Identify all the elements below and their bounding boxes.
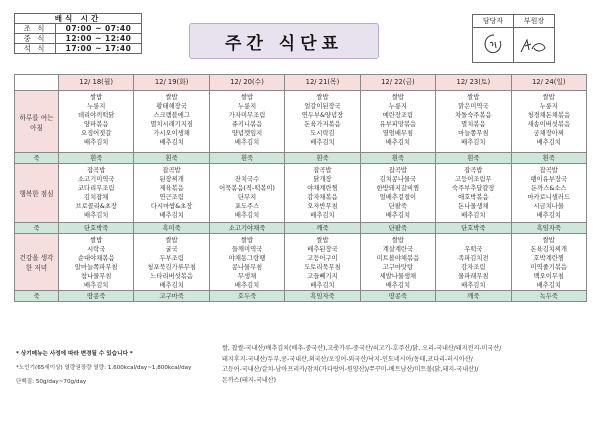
dish: 가시오이생채 <box>153 130 190 137</box>
dish: 배추김치 <box>461 139 486 146</box>
menu-notes <box>16 347 216 389</box>
vice-director-signature <box>514 28 555 63</box>
breakfast-menu-cell <box>59 91 134 153</box>
dinner-menu-cell <box>511 234 586 291</box>
dish: 누룽지 <box>87 103 106 110</box>
lunch-menu-row <box>15 164 587 223</box>
dish: 배추김치 <box>536 212 561 219</box>
dish: 호박계란찜 <box>533 255 564 262</box>
dinner-menu-cell <box>360 234 435 291</box>
dish: 순대야채볶음 <box>77 255 115 262</box>
dish: 야채동그랑땡 <box>228 255 266 262</box>
dish: 계살계란국 <box>382 246 414 253</box>
breakfast-label: 하루를 여는 아침 <box>15 91 59 153</box>
staff-signature <box>473 28 514 63</box>
porridge-cell: 깨죽 <box>285 223 360 234</box>
dish: 미역줄기볶음 <box>530 264 568 271</box>
approval-role-vice-director: 부원장 <box>514 15 555 28</box>
dish: 족파김치전 <box>458 255 489 262</box>
dish: 배추김치 <box>536 139 561 146</box>
dish: 오징어젓갈 <box>81 130 112 137</box>
dish: 배추김치 <box>385 212 411 219</box>
dish: 잔치국수 <box>234 176 260 183</box>
porridge-cell: 흰죽 <box>436 153 511 164</box>
dish: 야채계란찜 <box>307 185 338 192</box>
dish: 잡곡밥 <box>388 167 408 174</box>
dish <box>210 166 284 175</box>
breakfast-menu-cell <box>436 91 511 153</box>
dish: 멸치시래기지짐 <box>150 121 193 128</box>
dish: 미트볼야채볶음 <box>376 255 420 262</box>
staff-signature-mark <box>478 32 508 58</box>
porridge-label: 죽 <box>15 153 59 164</box>
day-header-wed: 12/ 20(수) <box>209 75 284 91</box>
dish: 쌀밥 <box>165 94 178 101</box>
day-header-sun: 12/ 24(일) <box>511 75 586 91</box>
dish: 쌀밥 <box>165 237 178 244</box>
dish: 된장찌개 <box>159 176 184 183</box>
dish: 배추김치 <box>234 282 260 289</box>
dish: 연두부&양념장 <box>301 112 344 119</box>
dish: 물파래무침 <box>458 273 489 280</box>
dish: 오자반무침 <box>307 203 338 210</box>
breakfast-menu-cell <box>360 91 435 153</box>
dinner-porridge-row <box>15 291 587 302</box>
dish: 돈나물생채 <box>458 203 489 210</box>
dish: 배추김치 <box>84 282 109 289</box>
dish: 쌀밥 <box>90 94 103 101</box>
dish: 김치콩나물국 <box>379 176 417 183</box>
lunch-label: 행복한 점심 <box>15 164 59 223</box>
lunch-porridge-row <box>15 223 587 234</box>
dish: 도시락김 <box>310 130 335 137</box>
dish: 굴국 <box>165 246 178 253</box>
dish: 쌀밥 <box>240 237 254 244</box>
dish: 닭개장 <box>313 176 332 183</box>
dish: 쌀밥 <box>467 94 480 101</box>
dish: 누룽지 <box>388 103 408 110</box>
dish: 얼갈이된장국 <box>304 103 341 110</box>
dish: 양념깻잎지 <box>231 130 263 137</box>
dish: 김치잡채 <box>84 194 109 201</box>
dish: 고등어구이 <box>307 255 338 262</box>
lunch-time: 12:00 ~ 12:40 <box>56 34 142 44</box>
lunch-menu-cell <box>285 164 360 223</box>
porridge-cell: 흑미죽 <box>134 223 209 234</box>
dish: 잡곡밥 <box>539 167 558 174</box>
dish: 쌀밥 <box>240 94 254 101</box>
dish: 포도주스 <box>234 203 260 210</box>
dish: 배추김치 <box>536 282 561 289</box>
dish: 쌀밥 <box>542 237 555 244</box>
dish: 참나물무침 <box>81 273 112 280</box>
porridge-cell: 땅콩죽 <box>360 291 435 302</box>
porridge-cell: 단호박죽 <box>436 223 511 234</box>
dish: 제육볶음 <box>159 185 184 192</box>
dish: 숙주부추달걀장 <box>452 185 495 192</box>
dinner-menu-cell <box>285 234 360 291</box>
dish: 단팥죽 <box>388 203 408 210</box>
breakfast-menu-cell <box>511 91 586 153</box>
dish: 백오이무침 <box>533 273 564 280</box>
dish: 쌀밥 <box>542 94 555 101</box>
dish: 한방돼지갈비찜 <box>376 185 420 192</box>
dish: 쌀밥 <box>391 94 404 101</box>
lunch-label: 중 식 <box>15 34 56 44</box>
porridge-cell: 흰죽 <box>134 153 209 164</box>
dish: 누룽지 <box>539 103 558 110</box>
dish: 브로콜리&초장 <box>75 203 117 210</box>
porridge-label: 죽 <box>15 223 59 234</box>
dish: 도토리묵무침 <box>304 264 341 271</box>
porridge-cell: 땅콩죽 <box>59 291 134 302</box>
dish: 감자조림 <box>461 264 486 271</box>
lunch-menu-cell <box>436 164 511 223</box>
dinner-menu-cell <box>436 234 511 291</box>
porridge-cell: 녹두죽 <box>511 291 586 302</box>
day-header-row <box>15 75 587 91</box>
porridge-cell: 흑임자죽 <box>511 223 586 234</box>
dish: 배추김치 <box>461 212 486 219</box>
porridge-cell: 흑임자죽 <box>285 291 360 302</box>
breakfast-menu-row <box>15 91 587 153</box>
dish: 들깨미역국 <box>231 246 263 253</box>
dish: 멸치볶음 <box>461 121 486 128</box>
dish: 쌀밥 <box>90 237 103 244</box>
origin-line: 고등어-국내산/갈치-남아프리카/참치(가다랑어-원양산)/쭈꾸미-베트남산/미트볼(닭,돼지-국내산)/ <box>222 366 479 374</box>
dish: 차돌숙주볶음 <box>455 112 492 119</box>
dish: 고등어조림무 <box>455 176 492 183</box>
dish: 새송이버섯볶음 <box>527 121 571 128</box>
dish: 배추김치 <box>159 139 184 146</box>
dish: 소고기미역국 <box>77 176 115 183</box>
porridge-cell: 흰죽 <box>360 153 435 164</box>
dish: 배추김치 <box>310 139 335 146</box>
origin-line: 돼지후지-국내산/두부,콩-국내산,외국산/오징어-외국산/낙지-인도네시아/동태,코다리-러시아산/ <box>222 355 473 363</box>
dish: 쌀밥 <box>391 237 404 244</box>
approval-role-staff: 담당자 <box>473 15 514 28</box>
dish: 다시마쌈&초장 <box>150 203 193 210</box>
origin-info <box>222 344 592 386</box>
dish: 배추김치 <box>385 139 411 146</box>
porridge-label: 죽 <box>15 291 59 302</box>
dish: 스크램블에그 <box>153 112 190 119</box>
dinner-menu-cell <box>59 234 134 291</box>
dish: 열엄배무침 <box>382 130 414 137</box>
dish: 배추김치 <box>310 212 335 219</box>
breakfast-porridge-row <box>15 153 587 164</box>
dinner-menu-cell <box>209 234 284 291</box>
weekly-menu-table <box>14 74 587 302</box>
dish: 시락국 <box>87 246 106 253</box>
header-corner <box>15 75 59 91</box>
dish: 단무지 <box>237 194 257 201</box>
dish: 고들빼기지 <box>307 273 338 280</box>
porridge-cell: 단호박죽 <box>59 223 134 234</box>
dish: 돈까스&소스 <box>531 185 567 192</box>
breakfast-menu-cell <box>209 91 284 153</box>
dish: 잡곡밥 <box>162 167 181 174</box>
dish: 배추김치 <box>234 212 260 219</box>
porridge-cell: 흰죽 <box>59 153 134 164</box>
dish: 양파볶음 <box>84 121 109 128</box>
dish: 콩나물무침 <box>231 264 263 271</box>
dinner-label: 건강을 생각한 저녁 <box>15 234 59 291</box>
dish: 배추김치 <box>385 282 411 289</box>
dish: 배추김치 <box>310 282 335 289</box>
day-header-thu: 12/ 21(목) <box>285 75 360 91</box>
dish: 얼배추겉절이 <box>379 194 417 201</box>
dish: 고구마맛탕 <box>382 264 414 271</box>
dish: 배추김치 <box>159 282 184 289</box>
dish: 쌀밥 <box>316 94 329 101</box>
day-header-tue: 12/ 19(화) <box>134 75 209 91</box>
dish: 배추김치 <box>461 282 486 289</box>
dish: 느타리버섯볶음 <box>150 273 193 280</box>
dish: 세발나물생채 <box>379 273 417 280</box>
vice-director-signature-mark <box>517 32 551 58</box>
porridge-cell: 흰죽 <box>511 153 586 164</box>
breakfast-time: 07:00 ~ 07:40 <box>56 24 142 34</box>
dish: 연근조림 <box>159 194 184 201</box>
day-header-mon: 12/ 18(월) <box>59 75 134 91</box>
dish: 배추된장국 <box>307 246 338 253</box>
dish: 데리야끼떡닭 <box>77 112 115 119</box>
breakfast-menu-cell <box>134 91 209 153</box>
porridge-cell: 호두죽 <box>209 291 284 302</box>
dish: 코다리무조림 <box>77 185 115 192</box>
dinner-menu-row <box>15 234 587 291</box>
dish: 돈육가지볶음 <box>304 121 341 128</box>
lunch-menu-cell <box>511 164 586 223</box>
dish: 누룽지 <box>237 103 257 110</box>
porridge-cell: 흰죽 <box>209 153 284 164</box>
dish: 알마늘쪽파무침 <box>74 264 118 271</box>
dish: 메란장조림 <box>382 112 414 119</box>
dish: 가자미무조림 <box>228 112 266 119</box>
porridge-cell: 고구마죽 <box>134 291 209 302</box>
dish: 청경채돈채볶음 <box>527 112 571 119</box>
dinner-menu-cell <box>134 234 209 291</box>
dish: 잡곡밥 <box>464 167 483 174</box>
origin-line: 돈까스(돼지-국내산) <box>222 376 277 384</box>
dish: 배추김치 <box>159 212 184 219</box>
lunch-menu-cell <box>134 164 209 223</box>
dish: 유부피망볶음 <box>379 121 417 128</box>
dish: 마카로니샐러드 <box>527 194 571 201</box>
dinner-time: 17:00 ~ 17:40 <box>56 44 142 54</box>
porridge-cell: 단팥죽 <box>360 223 435 234</box>
approval-table <box>472 14 555 63</box>
dish: 팽이유부장국 <box>530 176 568 183</box>
dish <box>436 236 510 245</box>
change-notice: * 상기메뉴는 사정에 따라 변경될 수 있습니다 * <box>16 351 133 357</box>
breakfast-label: 조 식 <box>15 24 56 34</box>
dish: 청포묵김가루무침 <box>147 264 196 271</box>
dish: 돈육김치찌개 <box>530 246 568 253</box>
dish: 시금치나물 <box>533 203 564 210</box>
day-header-fri: 12/ 22(금) <box>360 75 435 91</box>
porridge-cell: 흰죽 <box>285 153 360 164</box>
dish: 애호박볶음 <box>458 194 489 201</box>
dish: 무생채 <box>237 273 257 280</box>
calorie-guideline: *노인기(65세이상) 열량권장량 열량: 1,600kcal/day~1,800kcal/day <box>16 365 192 371</box>
day-header-sat: 12/ 23(토) <box>436 75 511 91</box>
dish: 배추김치 <box>234 139 260 146</box>
lunch-menu-cell <box>360 164 435 223</box>
dish: 쌀밥 <box>316 237 329 244</box>
lunch-menu-cell <box>209 164 284 223</box>
origin-line: 쌀, 찹쌀-국내산/배추김치(배추-중국산),고춧가루-중국산/쇠고기-호주산/닭, 오리-국내산/돼지전지-미국산/ <box>222 345 502 352</box>
dish: 쥬키니볶음 <box>231 121 263 128</box>
lunch-menu-cell <box>59 164 134 223</box>
dish: 배추김치 <box>84 139 109 146</box>
porridge-cell: 깨죽 <box>436 291 511 302</box>
dish: 마늘쫑무침 <box>458 130 489 137</box>
dish: 잡곡밥 <box>313 167 332 174</box>
dish: 두부조림 <box>159 255 184 262</box>
meal-time-title: 배식 시간 <box>15 14 142 24</box>
meal-time-table <box>14 13 142 54</box>
protein-guideline: 단백질: 50g/day~70g/day <box>16 379 87 385</box>
dish: 어묵볶음(직-떡볶이) <box>219 185 275 192</box>
breakfast-menu-cell <box>285 91 360 153</box>
dish: 감자채볶음 <box>307 194 338 201</box>
dinner-label: 석 식 <box>15 44 56 54</box>
dish: 황태해장국 <box>156 103 187 110</box>
porridge-cell: 소고기야채죽 <box>209 223 284 234</box>
dish: 궁채장아찌 <box>533 130 564 137</box>
page-title: 주간 식단표 <box>189 23 379 59</box>
dish: 잡곡밥 <box>87 167 106 174</box>
dish: 맑은미역국 <box>458 103 489 110</box>
dish: 배추김치 <box>84 212 109 219</box>
dish: 우떡국 <box>464 246 483 253</box>
